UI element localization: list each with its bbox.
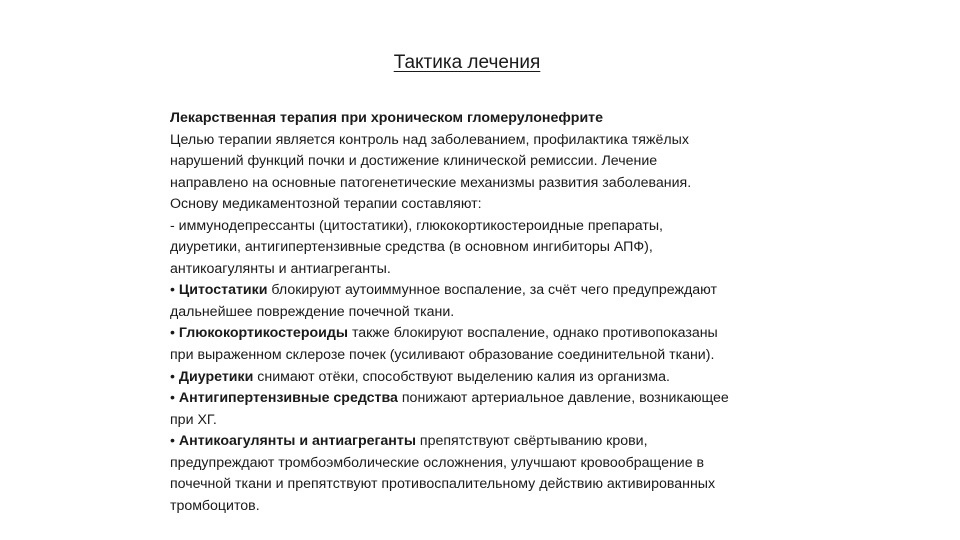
bullet-continuation-line: тромбоцитов. (170, 497, 260, 514)
bullet-continuation-line: предупреждают тромбоэмболические осложнения, улучшают кровообращение в (170, 454, 705, 471)
intro-line: нарушений функций почки и достижение клинической ремиссии. Лечение (170, 153, 658, 170)
bullet-term: Глюкокортикостероиды (178, 325, 348, 342)
intro-paragraph (170, 130, 820, 281)
bullet-text: препятствуют свёртыванию крови, (415, 433, 648, 450)
bullet-item (170, 367, 820, 389)
bullet-marker: • (170, 368, 175, 385)
slide-body (170, 108, 820, 517)
slide-title: Тактика лечения (393, 52, 541, 73)
bullet-continuation-line: при выраженном склерозе почек (усиливают образование соединительной ткани). (170, 347, 715, 364)
bullet-continuation-line: дальнейшее повреждение почечной ткани. (170, 303, 455, 320)
bullet-item (170, 323, 820, 366)
bullet-item (170, 431, 820, 517)
bullet-marker: • (170, 433, 175, 450)
bullet-term: Диуретики (178, 368, 254, 385)
bullet-term: Антикоагулянты и антиагреганты (178, 433, 416, 450)
bullet-term: Цитостатики (178, 282, 268, 299)
intro-line: Целью терапии является контроль над заболеванием, профилактика тяжёлых (170, 131, 689, 148)
bullet-text: блокируют аутоиммунное воспаление, за счёт чего предупреждают (267, 282, 718, 299)
bullet-continuation-line: при ХГ. (170, 411, 217, 428)
bullet-marker: • (170, 282, 175, 299)
bullet-continuation-line: почечной ткани и препятствуют противоспалительному действию активированных (170, 476, 716, 493)
intro-line: Основу медикаментозной терапии составляют: (170, 196, 482, 213)
bullet-first-line (170, 280, 820, 302)
bullet-first-line (170, 388, 820, 410)
bullet-text: снимают отёки, способствуют выделению калия из организма. (253, 368, 670, 385)
intro-line: антикоагулянты и антиагреганты. (170, 260, 391, 277)
bullet-first-line (170, 367, 820, 389)
bullet-marker: • (170, 390, 175, 407)
intro-line: - иммунодепрессанты (цитостатики), глюкокортикостероидные препараты, (170, 217, 663, 234)
bullet-first-line (170, 323, 820, 345)
bullet-item (170, 280, 820, 323)
bullet-item (170, 388, 820, 431)
intro-line: направлено на основные патогенетические механизмы развития заболевания. (170, 174, 692, 191)
bullet-first-line (170, 431, 820, 453)
section-heading: Лекарственная терапия при хроническом гломерулонефрите (170, 110, 604, 126)
bullet-marker: • (170, 325, 175, 342)
bullet-list (170, 280, 820, 517)
bullet-term: Антигипертензивные средства (178, 390, 398, 407)
intro-line: диуретики, антигипертензивные средства (в основном ингибиторы АПФ), (170, 239, 653, 256)
bullet-text: понижают артериальное давление, возникающее (397, 390, 729, 407)
bullet-text: также блокируют воспаление, однако противопоказаны (348, 325, 718, 342)
